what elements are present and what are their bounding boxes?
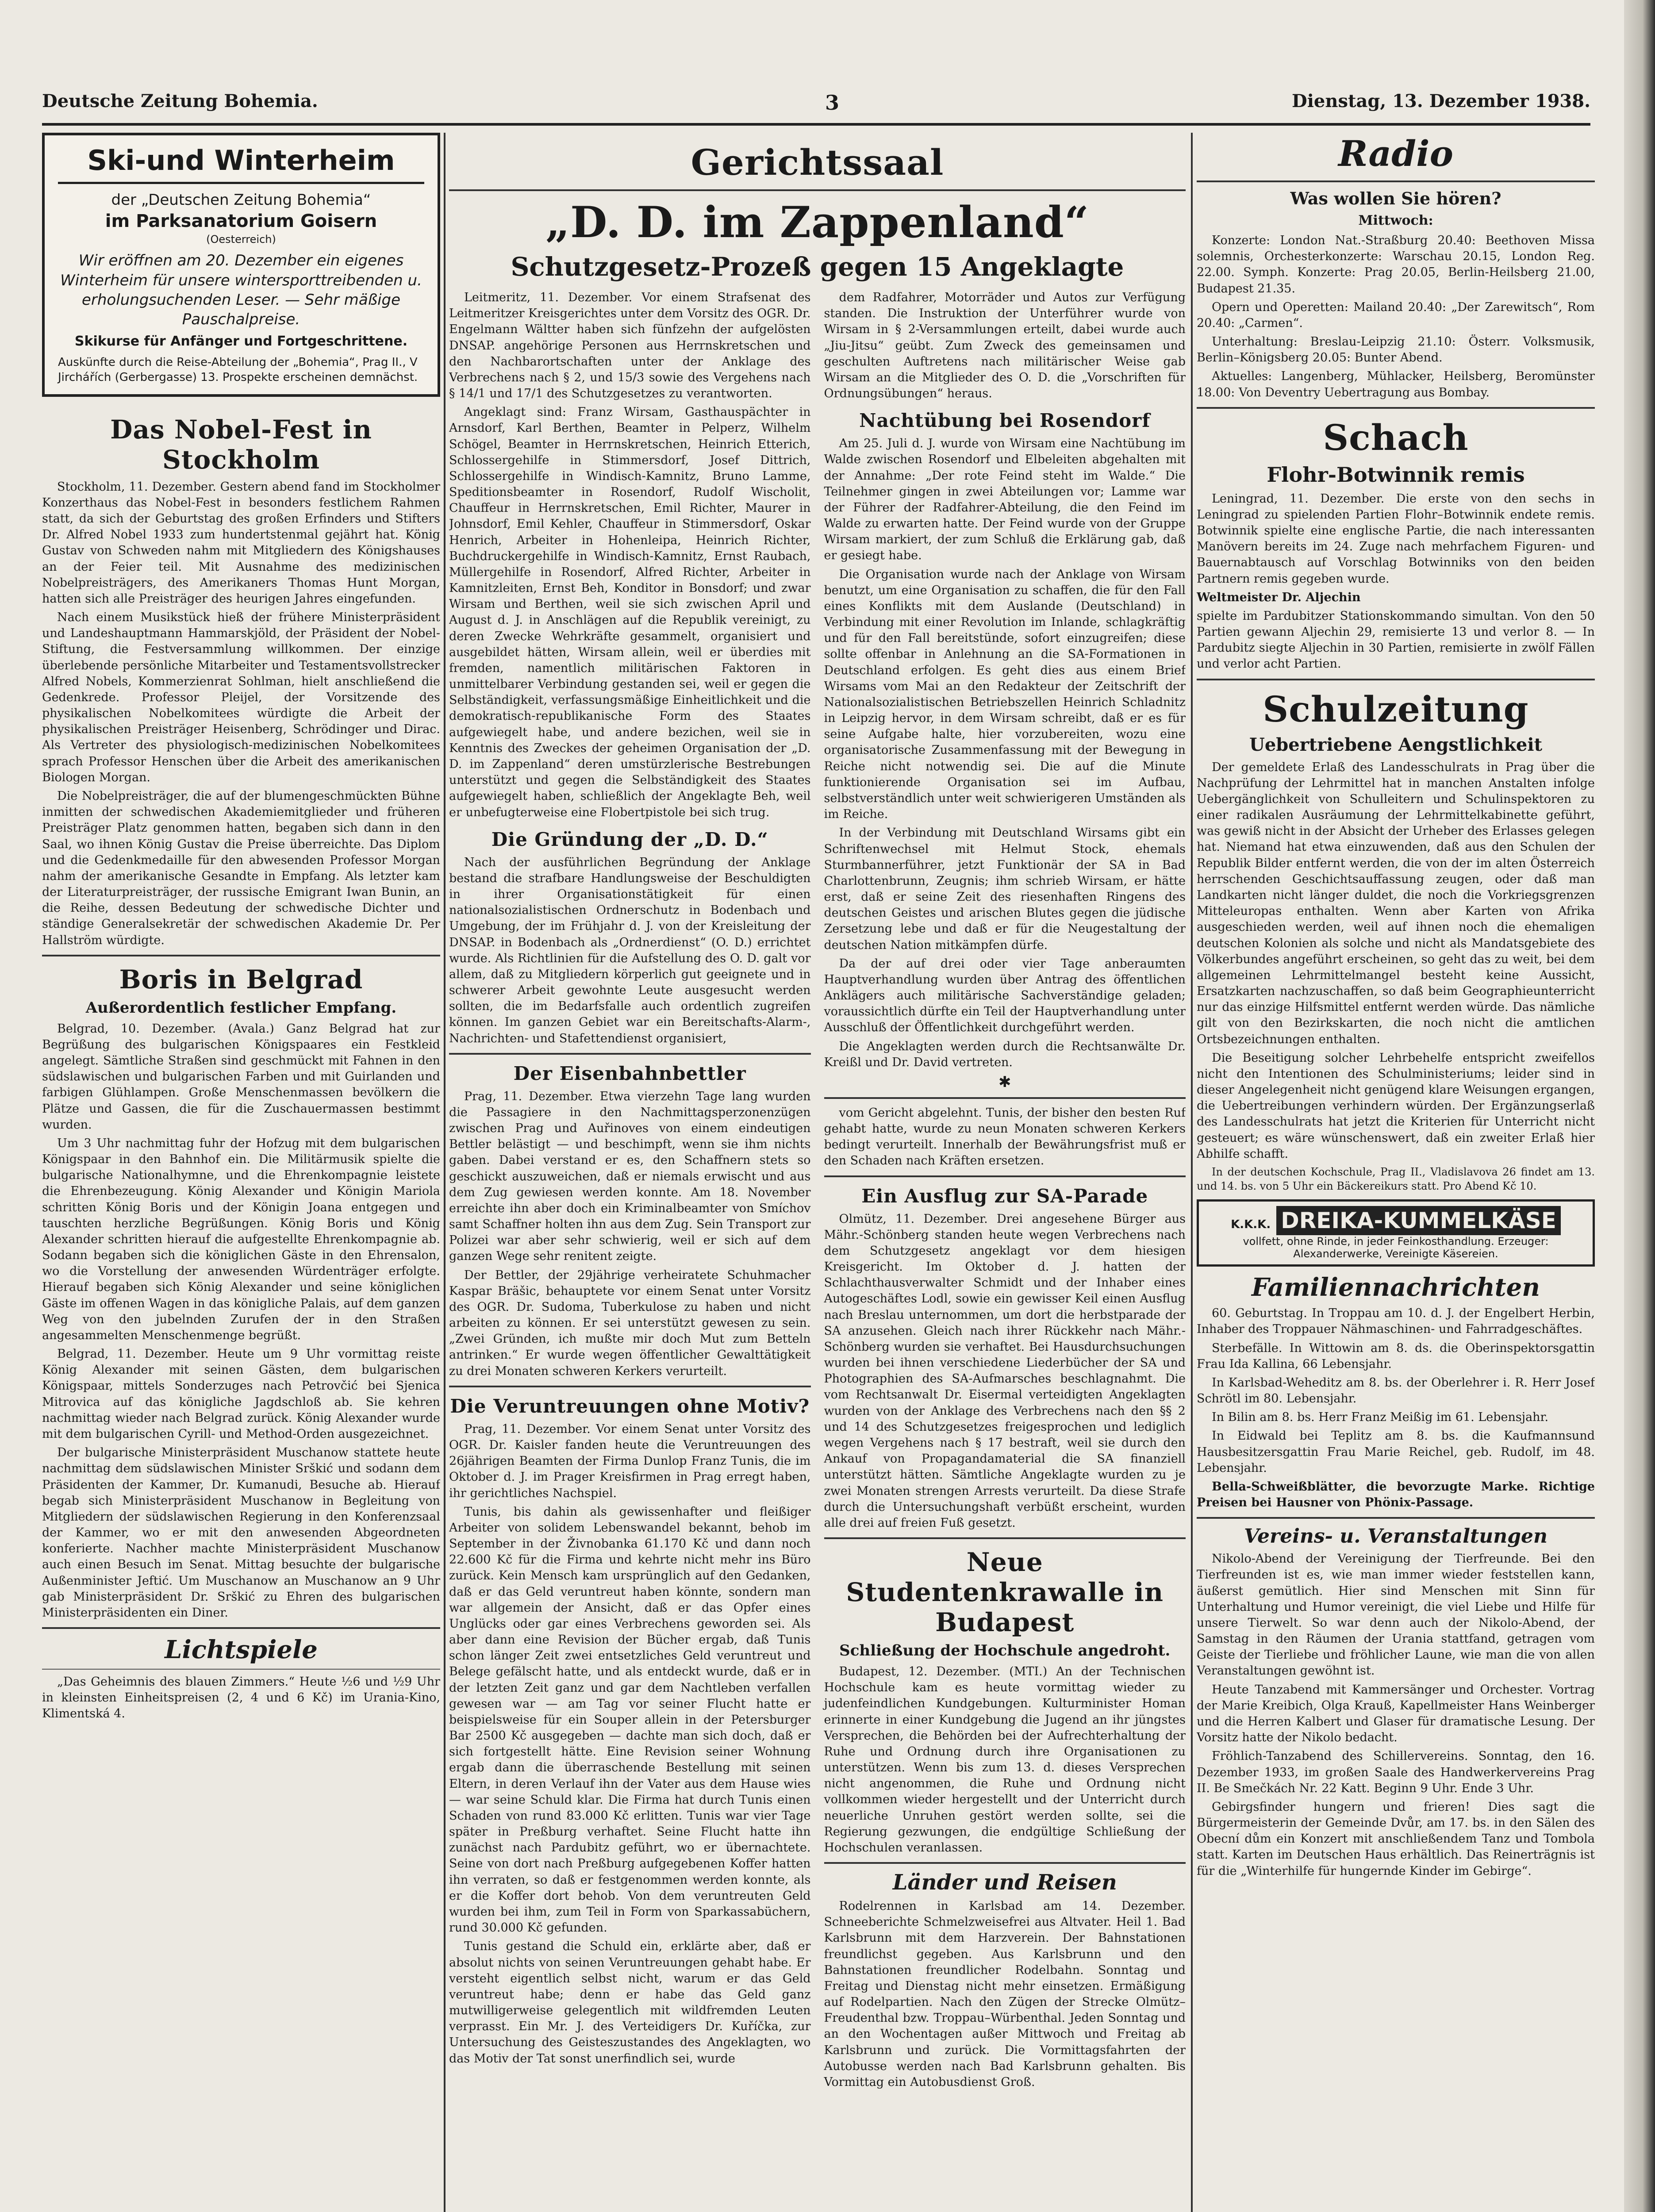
ad-prefix: K.K.K. — [1231, 1218, 1271, 1232]
article-rule — [449, 1386, 811, 1387]
article-rule — [42, 1627, 440, 1629]
page-number: 3 — [825, 91, 840, 115]
page-edge — [1624, 0, 1655, 2212]
article-rule — [449, 189, 1186, 191]
ad-line: Skikurse für Anfänger und Fortgeschrittene. — [74, 334, 408, 349]
running-head — [42, 91, 1590, 117]
issue-date: Dienstag, 13. Dezember 1938. — [1292, 91, 1590, 111]
article-paragraph: In der Verbindung mit Deutschland Wirsams gibt ein Schriftenwechsel mit Helmut Stock, ehemals Sturmbannerführer, jetzt Funktionär der SA in Bad Charlottenbrunn, Zeugnis; ihm schrieb Wirsam, er hätte erst, daß er seine Zeit des riesenhaften Ringens des deutschen Geistes und arischen Blutes gegen die jüdische Zersetzung lebe und daß er für die Neugestaltung der deutschen Nation mitkämpfen dürfe. — [824, 826, 1186, 952]
ad-title: DREIKA-KUMMELKÄSE — [1276, 1206, 1561, 1235]
right-subcolumn — [824, 290, 1186, 2093]
article-paragraph: Aktuelles: Langenberg, Mühlacker, Heilsberg, Beromünster 18.00: Von Deventry Uebertragung aus Bombay. — [1197, 369, 1595, 399]
left-subcolumn — [449, 290, 811, 2093]
article-paragraph: Der gemeldete Erlaß des Landesschulrats in Prag über die Nachprüfung der Lehrmittel hat in manchen Anstalten infolge Uebergänglichkeit von Schulleitern und Schulinspektoren zu einer radikalen Ausräumung der Lehrmittelkabinette geführt, was gewiß nicht in der Absicht der Urheber des Erlasses gelegen hat. Niemand hat etwa einzuwenden, daß aus den Schulen der Republik Bilder entfernt werden, die von der im alten Österreich herrschenden Geschichtsauffassung zeugen, oder daß man Landkarten nicht länger duldet, die noch die Vorkriegsgrenzen Mitteleuropas enthalten. Wenn aber Karten von Afrika ausgeschieden werden, weil auf ihnen noch die ehemaligen deutschen Kolonien als solche und nicht als Mandatsgebiete des Völkerbundes angeführt erscheinen, so geht das zu weit, bei dem allgemeinen Lehrmittelmangel besteht keine Aussicht, Ersatzkarten nachzuschaffen, so daß beim Geographieunterricht nur das einzige Hilfsmittel entfernt werden würde. Das nämliche gilt von den Bezirkskarten, die noch nicht die amtlichen Ortsbezeichnungen enthalten. — [1197, 760, 1595, 1046]
article-rule — [1197, 1517, 1595, 1519]
article-paragraph: Weltmeister Dr. Aljechin — [1197, 590, 1361, 604]
ski-winterheim-ad — [42, 133, 440, 397]
article-paragraph: Belgrad, 11. Dezember. Heute um 9 Uhr vormittag reiste König Alexander mit seinen Gästen, dem bulgarischen Königspaar, mittels Sonderzuges nach Petrovčić bei Sjenica Mitrovica auf das königliche Jagdschloß ab. Sie kehren nachmittag wieder nach Belgrad zurück. König Alexander wurde mit dem bulgarischen Cyrill- und Method-Orden ausgezeichnet. — [42, 1347, 440, 1441]
article-rule — [824, 1862, 1186, 1864]
article-paragraph: Am 25. Juli d. J. wurde von Wirsam eine Nachtübung im Walde zwischen Rosendorf und Elbeleiten abgehalten mit der Annahme: „Der rote Feind steht im Walde.“ Die Teilnehmer gingen in zwei Abteilungen vor; Lamme war der Führer der Radfahrer-Abteilung, die den Feind im Walde zu erwarten hatte. Der Feind wurde von der Gruppe Wirsam markiert, der zum Schluß die Erklärung gab, daß er gesiegt habe. — [824, 437, 1186, 563]
article-paragraph: Sterbefälle. In Wittowin am 8. ds. die Oberinspektorsgattin Frau Ida Kallina, 66 Lebensjahr. — [1197, 1341, 1595, 1371]
article-subhead: Mittwoch: — [1358, 213, 1433, 228]
article-paragraph: Prag, 11. Dezember. Vor einem Senat unter Vorsitz des OGR. Dr. Kaisler fanden heute die Veruntreuungen des 26jährigen Beamten der Firma Dunlop Franz Tunis, die im Oktober d. J. im Prager Kreisfirmen in Prag erregt haben, ihr gerichtliches Nachspiel. — [449, 1422, 811, 1500]
article-paragraph: Leitmeritz, 11. Dezember. Vor einem Strafsenat des Leitmeritzer Kreisgerichtes unter dem Vorsitz des OGR. Dr. Engelmann Wältter haben sich fünfzehn der aufgelösten DNSAP. angehörige Personen aus Herrnskretschen und den Nachbarortschaften unter der Anklage des Verbrechens nach § 2, und 15/3 sowie des Vergehens nach § 14/1 und 17/1 des Schutzgesetzes zu verantworten. — [449, 291, 811, 401]
article-paragraph: Der bulgarische Ministerpräsident Muschanow stattete heute nachmittag dem südslawischen Minister Srškić und sodann dem Präsidenten der Kammer, Dr. Kumanudi, Besuche ab. Hierauf begab sich Ministerpräsident Muschanow in Begleitung von Mitgliedern der südslawischen Regierung in den Konferenzsaal der Kammer, wo er mit den anwesenden Abgeordneten konferierte. Nachher machte Ministerpräsident Muschanow auch einen Besuch im Senat. Mittag besuchte der bulgarische Außenminister Jeftić. Um Muschanow an Muschanow an 9 Uhr gab Ministerpräsident Dr. Srškić zu Ehren des bulgarischen Ministerpräsidenten ein Diner. — [42, 1446, 440, 1620]
section-title: Länder und Reisen — [892, 1870, 1117, 1895]
section-title: Gerichtssaal — [691, 142, 944, 183]
article-subhead: Außerordentlich festlicher Empfang. — [85, 998, 397, 1017]
column-2 — [449, 133, 1186, 2212]
article-paragraph: Bella-Schweißblätter, die bevorzugte Marke. Richtige Preisen bei Hausner von Phönix-Passage. — [1197, 1479, 1595, 1510]
column-divider — [444, 133, 445, 2212]
article-paragraph: In Bilin am 8. bs. Herr Franz Meißig im 61. Lebensjahr. — [1212, 1410, 1549, 1425]
article-paragraph: Opern und Operetten: Mailand 20.40: „Der Zarewitsch“, Rom 20.40: „Carmen“. — [1197, 300, 1595, 330]
header-rule — [42, 123, 1590, 126]
article-headline: Die Gründung der „D. D.“ — [491, 828, 768, 850]
article-paragraph: Stockholm, 11. Dezember. Gestern abend fand im Stockholmer Konzerthaus das Nobel-Fest in besonders festlichem Rahmen statt, da sich der Geburtstag des großen Erfinders und Stifters Dr. Alfred Nobel 1933 zum hundertstenmal gejährt hat. König Gustav von Schweden nahm mit Mitgliedern des Königshauses an der Feier teil. Mit Ausnahme des medizinischen Nobelpreisträgers, des Amerikaners Thomas Hunt Morgan, hatten sich alle Preisträger des heurigen Jahres eingefunden. — [42, 480, 440, 606]
article-paragraph: Tunis, bis dahin als gewissenhafter und fleißiger Arbeiter von solidem Lebenswandel bekannt, behob im September in der Živnobanka 61.170 Kč und dann noch 22.600 Kč für die Firma und kehrte nicht mehr ins Büro zurück. Kein Mensch kam ursprünglich auf den Gedanken, daß er das Geld veruntreut haben könnte, sondern man war allgemein der Ansicht, daß er das Opfer eines Unglücks oder gar eines Verbrechens geworden sei. Als aber dann eine Revision der Bücher ergab, daß Tunis schon länger Zeit zwei entsetzliches Geld veruntreut und Belege gefälscht hatte, und als entdeckt wurde, daß er in der letzten Zeit ganz und gar dem Nachtleben verfallen gewesen war — am Tag vor seiner Flucht hatte er beispielsweise für ein Souper allein in der Petersburger Bar 2500 Kč ausgegeben — dachte man sich doch, daß er sich fortgestellt hätte. Eine Revision seiner Wohnung ergab dann die überraschende Bestellung mit seinen Eltern, in deren Verlauf ihn der Vater aus dem Hause wies — war seine Schuld klar. Die Firma hat durch Tunis einen Schaden von rund 83.000 Kč erlitten. Tunis war vier Tage später in Preßburg verhaftet. Seine Flucht hatte ihn zunächst nach Pardubitz geführt, wo er übernachtete. Seine von dort nach Preßburg aufgegebenen Koffer hatten ihn verraten, so daß er festgenommen werden konnte, als er die Koffer dort behob. Von dem veruntreuten Geld wurden bei ihm, zum Teil in Form von Sparkassabüchern, rund 30.000 Kč gefunden. — [449, 1505, 811, 1935]
ad-line: im Parksanatorium Goisern — [105, 211, 377, 232]
article-paragraph: Die Angeklagten werden durch die Rechtsanwälte Dr. Kreißl und Dr. David vertreten. — [824, 1039, 1186, 1069]
ad-line: (Oesterreich) — [206, 233, 276, 246]
ad-line: Wir eröffnen am 20. Dezember ein eigenes Winterheim für unsere wintersporttreibenden u. erholungsuchenden Leser. — Sehr mäßige Pauschalpreise. — [60, 252, 422, 328]
article-paragraph: Olmütz, 11. Dezember. Drei angesehene Bürger aus Mähr.-Schönberg standen heute wegen Verbrechens nach dem Schutzgesetz angeklagt vor dem hiesigen Kreisgericht. Im Oktober d. J. hatten der Schlachthausverwalter Schmidt und der Inhaber eines Autogeschäftes Lodl, sowie ein gewisser Keil einen Ausflug nach Breslau unternommen, um dort die herbstparade der SA anzusehen. Gleich nach ihrer Rückkehr nach Mähr.-Schönberg wurden sie verhaftet. Bei Hausdurchsuchungen wurden bei ihnen verschiedene Liederbücher der SA und Photographien des SA-Aufmarsches beschlagnahmt. Die vom Rechtsanwalt Dr. Eisermal verteidigten Angeklagten wurden von der Anklage des Verbrechens nach den §§ 2 und 14 des Schutzgesetzes freigesprochen und lediglich wegen Vergehens nach § 17 bestraft, weil sie durch den Ankauf von Propagandamaterial die SA finanziell unterstützt hätten. Sämtliche Angeklagte wurden zu je zwei Monaten strengen Arrests verurteilt. Da diese Strafe durch die Untersuchungshaft verbüßt erscheint, wurden alle drei auf freien Fuß gesetzt. — [824, 1212, 1186, 1530]
article-paragraph: Der Bettler, der 29jährige verheiratete Schuhmacher Kaspar Bräšic, behauptete vor einem Senat unter Vorsitz des OGR. Dr. Sudoma, Tuberkulose zu haben und nicht arbeiten zu können. Er sei unterstützt gewesen zu sein. „Zwei Gründen, ich mußte mir doch Mut zum Betteln antrinken.“ Er wurde wegen öffentlicher Gewalttätigkeit zu drei Monaten schweren Kerkers verurteilt. — [449, 1268, 811, 1378]
article-paragraph: Fröhlich-Tanzabend des Schillervereins. Sonntag, den 16. Dezember 1933, im großen Saale des Handwerkervereins Prag II. Be Smečkách Nr. 22 Katt. Beginn 9 Uhr. Ende 3 Uhr. — [1197, 1749, 1595, 1795]
article-headline: Nachtübung bei Rosendorf — [859, 410, 1151, 432]
section-title: Schulzeitung — [1263, 688, 1529, 730]
article-rule — [1197, 407, 1595, 409]
article-subhead: Uebertriebene Aengstlichkeit — [1249, 734, 1543, 755]
paper-name: Deutsche Zeitung Bohemia. — [42, 91, 318, 111]
section-title: Lichtspiele — [165, 1635, 318, 1665]
article-paragraph: Leningrad, 11. Dezember. Die erste von den sechs in Leningrad zu spielenden Partien Flohr–Botwinnik endete remis. Botwinnik spielte eine englische Partie, die nach interessanten Manövern bereits im 24. Zuge nach mehrfachem Figuren- und Bauernabtausch auf Vorschlag Botwinniks von den beiden Partnern remis gegeben wurde. — [1197, 492, 1595, 586]
article-paragraph: 60. Geburtstag. In Troppau am 10. d. J. der Engelbert Herbin, Inhaber des Troppauer Nähmaschinen- und Fahrradgeschäftes. — [1197, 1306, 1595, 1336]
article-headline: Die Veruntreuungen ohne Motiv? — [450, 1395, 810, 1417]
article-paragraph: vom Gericht abgelehnt. Tunis, der bisher den besten Ruf gehabt hatte, wurde zu neun Monaten schweren Kerkers bedingt verurteilt. Innerhalb der Bewährungsfrist muß er den Schaden nach Kräften ersetzen. — [824, 1106, 1186, 1168]
article-rule — [824, 1537, 1186, 1539]
article-paragraph: spielte im Pardubitzer Stationskommando simultan. Von den 50 Partien gewann Aljechin 29, remisierte 13 und verlor 8. — In Pardubitz siegte Aljechin in 30 Partien, remisierte in zwölf Fällen und verlor acht Partien. — [1197, 609, 1595, 671]
article-paragraph: dem Radfahrer, Motorräder und Autos zur Verfügung standen. Die Instruktion der Unterführer wurde von Wirsam in § 2-Versammlungen erteilt, dabei wurde auch „Jiu-Jitsu“ geübt. Zum Zweck des gemeinsamen und geschulten Auftretens nach militärischer Weise gab Wirsam an die Mitglieder des O. D. die „Vorschriften für Ordnungsübungen“ heraus. — [824, 291, 1186, 401]
section-title: Radio — [1338, 133, 1453, 174]
section-title: Schach — [1323, 416, 1469, 458]
article-paragraph: Nikolo-Abend der Vereinigung der Tierfreunde. Bei den Tierfreunden ist es, wie man immer wieder feststellen kann, äußerst gemütlich. Hier sind Menschen mit Sinn für Unterhaltung und Humor vereinigt, die viel Liebe und Hilfe für unsere Tierwelt. So war denn auch der Nikolo-Abend, der Samstag in den Räumen der Urania stattfand, getragen vom Geiste der Tierliebe und fröhlicher Laune, wie man die von allen Veranstaltungen gewöhnt ist. — [1197, 1552, 1595, 1678]
article-headline: „D. D. im Zappenland“ — [545, 197, 1090, 247]
article-subhead: Schließung der Hochschule angedroht. — [839, 1642, 1171, 1660]
article-paragraph: In Karlsbad-Weheditz am 8. bs. der Oberlehrer i. R. Herr Josef Schrötl im 80. Lebensjahr. — [1197, 1375, 1595, 1406]
ad-text: vollfett, ohne Rinde, in jeder Feinkosthandlung. Erzeuger: Alexanderwerke, Vereinigte Käsereien. — [1243, 1235, 1549, 1260]
article-paragraph: Die Nobelpreisträger, die auf der blumengeschmückten Bühne inmitten der schwedischen Akademiemitglieder und früheren Preisträger Platz genommen hatten, begaben sich dann in den Saal, wo ihnen König Gustav die Preise überreichte. Das Diplom und die Gedenkmedaille für den abwesenden Professor Morgan nahm der amerikanische Gesandte in Empfang. Als letzter kam der Literaturpreisträger, der russische Emigrant Iwan Bunin, an die Reihe, dessen Bedeutung der schwedische Dichter und ständige Generalsekretär der schwedischen Akademie Dr. Per Hallström würdigte. — [42, 789, 440, 947]
divider-star: ✱ — [998, 1073, 1011, 1091]
article-paragraph: Tunis gestand die Schuld ein, erklärte aber, daß er absolut nichts von seinen Veruntreuungen gehabt habe. Er versteht eigentlich selbst nicht, warum er das Geld veruntreut habe; denn er habe das Geld ganz mutwilligerweise gelegentlich mit wildfremden Leuten verprasst. Ein Mr. J. des Verteidigers Dr. Kuříčka, zur Untersuchung des Geisteszustandes des Angeklagten, wo das Motiv der Tat sonst unerfindlich sei, wurde — [449, 1939, 811, 2066]
article-paragraph: Gebirgsfinder hungern und frieren! Dies sagt die Bürgermeisterin der Gemeinde Dvůr, am 17. bs. in den Sälen des Obecní dům ein Konzert mit anschließendem Tanz und Tombola statt. Karten im Deutschen Haus erhältlich. Das Reinerträgnis ist für die „Winterhilfe für hungernde Kinder im Gebirge“. — [1197, 1800, 1595, 1878]
article-paragraph: Nach einem Musikstück hieß der frühere Ministerpräsident und Landeshauptmann Hammarskjöld, der Präsident der Nobel-Stiftung, die Festversammlung willkommen. Der einzige überlebende persönliche Mitarbeiter und Testamentsvollstrecker Alfred Nobels, Kommerzienrat Sohlman, hielt anschließend die Gedenkrede. Professor Pleijel, der Vorsitzende des physikalischen Nobelkomitees würdigte die Arbeit der physikalischen Preisträger Heisenberg, Schrödinger und Dirac. Als Vertreter des physiologisch-medizinischen Nobelkomitees sprach Professor Henschen über die Arbeit des amerikanischen Biologen Morgan. — [42, 611, 440, 784]
article-headline: Der Eisenbahnbettler — [513, 1062, 746, 1084]
article-paragraph: Um 3 Uhr nachmittag fuhr der Hofzug mit dem bulgarischen Königspaar in den Bahnhof ein. Die Militärmusik spielte die bulgarische Nationalhymne, und die Ehrenkompagnie leistete die Ehrenbezeugung. König Alexander und Königin Mariola schritten König Boris und der Königin Joana entgegen und tauschten herzliche Begrüßungen. König Boris und König Alexander schritten hierauf die aufgestellte Ehrenkompagnie ab. Sodann begaben sich die königlichen Gäste in den Ehrensalon, wo die Vorstellung der anwesenden Würdenträger erfolgte. Hierauf begaben sich König Alexander und seine königlichen Gäste im offenen Wagen in das königliche Palais, auf dem ganzen Weg von den jubelnden Zurufen der in den Straßen angesammelten Menschenmenge begrüßt. — [42, 1136, 440, 1342]
column-3 — [1197, 133, 1595, 2212]
article-subhead: Schutzgesetz-Prozeß gegen 15 Angeklagte — [511, 252, 1124, 282]
article-paragraph: Die Organisation wurde nach der Anklage von Wirsam benutzt, um eine Organisation zu schaffen, die für den Fall eines Konflikts mit dem Auslande (Deutschland) in Verbindung mit einer Revolution im Inlande, schlagkräftig und für den Fall bereitstünde, sofort einzugreifen; diese sollte offenbar in Anlehnung an die SA-Formationen in Deutschland erfolgen. Es geht dies aus einem Brief Wirsams vom Mai an den Redakteur der Zeitschrift der Nationalsozialistischen Betriebszellen Heinrich Schladnitz in Leipzig hervor, in dem Wirsam schreibt, daß er es für seine Aufgabe halte, hier vorzubereiten, wozu eine organisatorische Zusammenfassung mit der Bewegung in Reiche nicht notwendig sei. Die auf die Minute funktionierende Organisation sei im Aufbau, selbstverständlich unter weit schwierigeren Umständen als im Reiche. — [824, 567, 1186, 822]
article-rule — [42, 1669, 440, 1670]
article-paragraph: „Das Geheimnis des blauen Zimmers.“ Heute ½6 und ½9 Uhr in kleinsten Einheitspreisen (2, 4 und 6 Kč) im Urania-Kino, Klimentská 4. — [42, 1675, 440, 1721]
article-rule — [449, 1053, 811, 1055]
article-headline: Boris in Belgrad — [119, 964, 363, 995]
column-1 — [42, 133, 440, 2212]
article-paragraph: Konzerte: London Nat.-Straßburg 20.40: Beethoven Missa solemnis, Orchesterkonzerte: Warschau 20.15, London Reg. 22.00. Symph. Konzerte: Prag 20.05, Berlin-Heilsberg 21.00, Budapest 21.35. — [1197, 234, 1595, 296]
article-rule — [42, 955, 440, 956]
article-paragraph: In der deutschen Kochschule, Prag II., Vladislavova 26 findet am 13. und 14. bs. von 5 Uhr ein Bäckereikurs statt. Pro Abend Kč 10. — [1197, 1165, 1595, 1193]
article-paragraph: Unterhaltung: Breslau-Leipzig 21.10: Österr. Volksmusik, Berlin–Königsberg 20.05: Bunter Abend. — [1197, 335, 1595, 365]
ad-line: Auskünfte durch die Reise-Abteilung der „Bohemia“, Prag II., V Jirchářích (Gerbergasse) 13. Prospekte erscheinen demnächst. — [58, 356, 418, 384]
section-title: Familiennachrichten — [1251, 1273, 1540, 1302]
article-paragraph: Nach der ausführlichen Begründung der Anklage bestand die strafbare Handlungsweise der Beschuldigten in ihrer Organisationstätigkeit für einen nationalsozialistischen Ordnerschutz in Bodenbach und Umgebung, der im Frühjahr d. J. von der Kreisleitung der DNSAP. in Bodenbach als „Ordnerdienst“ (O. D.) errichtet wurde. Als Richtlinien für die Aufstellung des O. D. galt vor allem, daß zu Mitgliedern körperlich gut geeignete und in schwerer Arbeit gewohnte Leute ausgesucht werden sollten, die im Bedarfsfalle auch ordentlich zugreifen können. Im ganzen Gebiet war ein Bereitschafts-Alarm-, Nachrichten- und Stafettendienst organisiert, — [449, 855, 811, 1045]
article-paragraph: Rodelrennen in Karlsbad am 14. Dezember. Schneeberichte Schmelzweisefrei aus Altvater. Heil 1. Bad Karlsbrunn mit dem Harzverein. Der Bahnstationen freundlichst gegeben. Aus Karlsbrunn und den Bahnstationen freundlicher Rodelbahn. Sonntag und Freitag und Dienstag nicht mehr einsetzen. Ermäßigung auf Rodelpartien. Nach den Zügen der Strecke Olmütz–Freudenthal bzw. Troppau–Würbenthal. Jeden Sonntag und an den Wochentagen außer Mittwoch und Freitag ab Karlsbrunn und zurück. Die Vormittagsfahrten der Autobusse werden nach Bad Karlsbrunn gehalten. Bis Vormittag ein Autobusdienst Groß. — [824, 1899, 1186, 2089]
article-rule — [824, 1175, 1186, 1177]
article-paragraph: Da der auf drei oder vier Tage anberaumten Hauptverhandlung wurden über Antrag des öffentlichen Anklägers auch militärische Sachverständige geladen; voraussichtlich dürfte ein Teil der Hauptverhandlung unter Ausschluß der Öffentlichkeit durchgeführt werden. — [824, 956, 1186, 1035]
dreika-ad — [1197, 1199, 1595, 1267]
article-subhead: Flohr-Botwinnik remis — [1267, 462, 1525, 487]
article-paragraph: In Eidwald bei Teplitz am 8. bs. die Kaufmannsund Hausbesitzersgattin Frau Marie Reichel, geb. Rudolf, im 48. Lebensjahr. — [1197, 1429, 1595, 1475]
two-column-body — [449, 290, 1186, 2093]
article-paragraph: Heute Tanzabend mit Kammersänger und Orchester. Vortrag der Marie Kreibich, Olga Krauß, Kapellmeister Hans Weinberger und die Herren Kalbert und Glaser für dramatische Lesung. Der Vorsitz hatte der Nikolo bedacht. — [1197, 1682, 1595, 1745]
ad-line: der „Deutschen Zeitung Bohemia“ — [111, 191, 371, 209]
article-paragraph: Budapest, 12. Dezember. (MTI.) An der Technischen Hochschule kam es heute vormittag wieder zu judenfeindlichen Kundgebungen. Kulturminister Homan erinnerte in einer Kundgebung die Jugend an ihr jüngstes Versprechen, die Behörden bei der Aufrechterhaltung der Ruhe und Ordnung durch ihre Organisationen zu unterstützen. Wenn bis zum 13. d. dieses Versprechen nicht angenommen, die Ruhe und Ordnung nicht vollkommen wieder hergestellt und der Unterricht durch neuerliche Unruhen gestört werden sollte, sei die Regierung gezwungen, die endgültige Schließung der Hochschulen veranlassen. — [824, 1665, 1186, 1855]
section-title: Vereins- u. Veranstaltungen — [1244, 1525, 1548, 1548]
article-paragraph: Angeklagt sind: Franz Wirsam, Gasthauspächter in Arnsdorf, Karl Berthen, Beamter in Pelperz, Wilhelm Schögel, Beamter in Herrnskretschen, Heinrich Etterich, Schlossergehilfe in Stimmersdorf, Josef Dittrich, Schlossergehilfe in Windisch-Kamnitz, Bruno Lamme, Speditionsbeamter in Rosendorf, Rudolf Wischolit, Chauffeur in Herrnskretschen, Emil Richter, Maurer in Johnsdorf, Emil Kehler, Chauffeur in Stimmersdorf, Oskar Henrich, Arbeiter in Hohenleipa, Heinrich Richter, Buchdruckergehilfe in Windisch-Kamnitz, Ernst Raubach, Müllergehilfe in Rosendorf, Alfred Richter, Arbeiter in Kamnitzleiten, Ernst Beh, Konditor in Bonsdorf; und zwar Wirsam und Berthen, weil sie sich zwischen April und August d. J. in Anschlägen auf die Republik vereinigt, zu deren Zwecke Wehrkräfte gesammelt, organisiert und ausgebildet hätten, Wirsam allein, weil er überdies mit fremden, namentlich militärischen Faktoren in unmittelbarer Verbindung gestanden sei, weil er gegen die Selbständigkeit, verfassungsmäßige Einheitlichkeit und die demokratisch-republikanische Form des Staates aufgewiegelt habe, und andere bezichen, weil sie in Kenntnis des Zweckes der geheimen Organisation der „D. D. im Zappenland“ deren umstürzlerische Bestrebungen unterstützt und gegen die Selbständigkeit des Staates aufgewiegelt haben, schließlich der Angeklagte Beh, weil er unbefugterweise eine Flobertpistole bei sich trug. — [449, 405, 811, 819]
column-divider — [1191, 133, 1193, 2212]
article-rule — [1197, 180, 1595, 182]
article-rule — [1197, 679, 1595, 680]
article-paragraph: Prag, 11. Dezember. Etwa vierzehn Tage lang wurden die Passagiere in den Nachmittagsperzonenzügen zwischen Prag und Auřinoves von einem eindeutigen Bettler belästigt — und beschimpft, wenn sie ihm nichts gaben. Dabei verstand er es, den Schaffnern stets so geschickt auszuweichen, daß er niemals erwischt und aus dem Zug gewiesen werden konnte. Am 18. November erreichte ihn aber doch ein Kriminalbeamter von Smíchov samt Schaffner holten ihn aus dem Zug. Sein Transport zur Polizei war aber sehr schwierig, weil er sich auf dem ganzen Wege sehr renitent zeigte. — [449, 1089, 811, 1263]
article-subhead: Was wollen Sie hören? — [1290, 188, 1501, 208]
ad-title: Ski-und Winterheim — [58, 144, 424, 184]
article-headline: Ein Ausflug zur SA-Parade — [861, 1185, 1148, 1207]
article-rule — [824, 1097, 1186, 1099]
article-headline: Neue Studentenkrawalle in Budapest — [846, 1547, 1164, 1638]
article-paragraph: Belgrad, 10. Dezember. (Avala.) Ganz Belgrad hat zur Begrüßung des bulgarischen Königspaares ein Festkleid angelegt. Sämtliche Straßen sind geschmückt mit Fahnen in den südslawischen und bulgarischen Farben und mit Guirlanden und farbigen Glühlampen. Große Menschenmassen bevölkern die Plätze und Gassen, die für die Zuschauermassen bestimmt wurden. — [42, 1022, 440, 1132]
article-headline: Das Nobel-Fest in Stockholm — [110, 414, 372, 475]
article-paragraph: Die Beseitigung solcher Lehrbehelfe entspricht zweifellos nicht den Intentionen des Schulministeriums; leider sind in dieser Angelegenheit nicht genügend klare Weisungen ergangen, die Uebertreibungen verhindern würden. Der Ergänzungserlaß des Landesschulrats hat jetzt die Kriterien für Unterricht nicht gesteuert; es wäre wünschenswert, daß ein zweiter Erlaß hier Abhilfe schafft. — [1197, 1051, 1595, 1161]
